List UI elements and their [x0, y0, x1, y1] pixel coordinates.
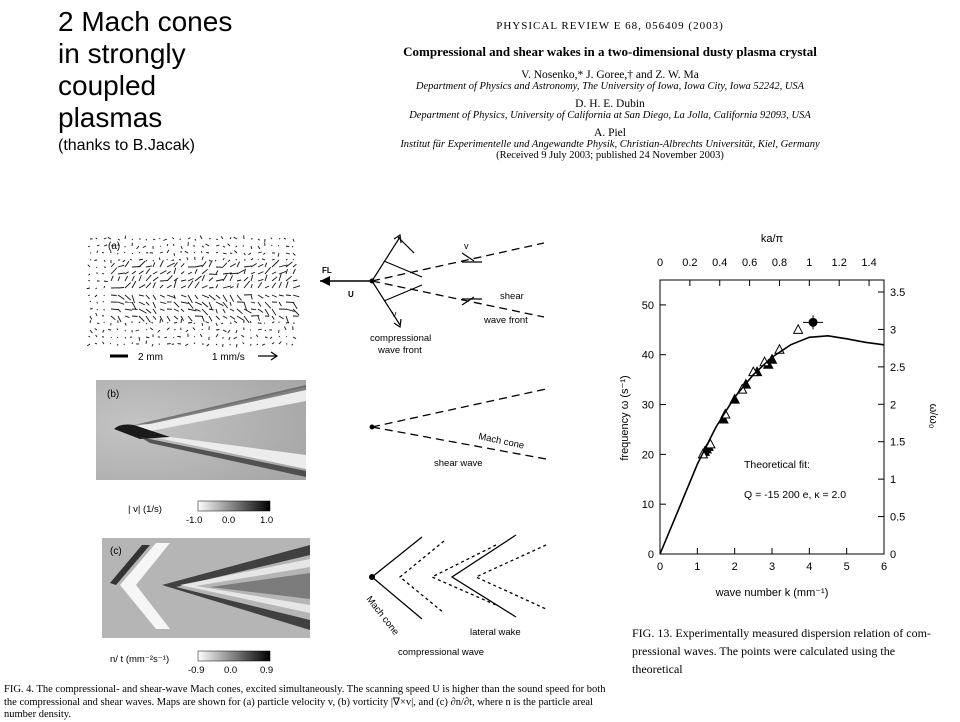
x-tick-label: 6 [881, 561, 887, 573]
fit-text-1: Theoretical fit: [744, 459, 810, 471]
received-date: (Received 9 July 2003; published 24 November 2003) [330, 150, 890, 161]
right-tick-label: 0 [890, 549, 896, 561]
label-shear-wave: shear wave [434, 458, 483, 469]
panel-b-vorticity-map [96, 380, 306, 526]
velocity-arrow [174, 253, 175, 256]
cbar-b-tick-mid: 0.0 [222, 515, 235, 526]
label-v-2: v [392, 309, 397, 319]
y-axis-label: frequency ω (s⁻¹) [619, 375, 631, 460]
cbar-b-tick-max: 1.0 [260, 515, 273, 526]
velocity-arrow [206, 253, 209, 254]
y-tick-label: 30 [642, 400, 654, 412]
velocity-arrow [96, 288, 98, 289]
velocity-arrow [194, 252, 195, 253]
scale-speed-label: 1 mm/s [212, 352, 245, 363]
velocity-arrow [146, 330, 147, 331]
y-tick-label: 0 [648, 549, 654, 561]
top-axis-label: ka/π [761, 233, 784, 245]
data-point-open-triangle [794, 325, 803, 334]
velocity-arrow [216, 239, 218, 240]
velocity-arrow [125, 252, 126, 253]
x-tick-label: 3 [769, 561, 775, 573]
x-tick-label: 5 [844, 561, 850, 573]
velocity-arrow [172, 260, 175, 261]
colorbar-b [198, 501, 270, 511]
title-line-1: 2 Mach cones [58, 6, 232, 38]
velocity-arrow [94, 260, 97, 261]
right-axis-label: ω/ω₀ [927, 404, 939, 429]
label-comp-2: wave front [377, 345, 422, 356]
velocity-arrow [209, 238, 211, 239]
velocity-arrow [258, 259, 259, 260]
velocity-arrow [174, 244, 175, 246]
label-lateral-wake: lateral wake [470, 627, 521, 638]
cbar-c-tick-max: 0.9 [260, 665, 273, 676]
label-force: FL [322, 266, 332, 275]
right-tick-label: 0.5 [890, 512, 905, 524]
schematic-a [320, 235, 544, 327]
cbar-c-tick-min: -0.9 [188, 665, 204, 676]
authors-1: V. Nosenko,* J. Goree,† and Z. W. Ma [330, 69, 890, 81]
velocity-arrow [108, 330, 111, 331]
y-tick-label: 20 [642, 449, 654, 461]
cbar-b-tick-min: -1.0 [186, 515, 202, 526]
top-tick-label: 0.2 [682, 257, 697, 269]
top-tick-label: 1 [806, 257, 812, 269]
velocity-arrow [90, 309, 93, 310]
right-tick-label: 1.5 [890, 437, 905, 449]
velocity-arrow [293, 259, 294, 260]
velocity-arrow [216, 330, 219, 331]
credit-text: (thanks to B.Jacak) [58, 136, 232, 156]
panel-c-label: (c) [110, 546, 122, 557]
velocity-arrow [132, 239, 133, 240]
velocity-arrow [117, 337, 118, 338]
x-tick-label: 0 [657, 561, 663, 573]
velocity-arrow [174, 323, 177, 324]
data-point-circle [809, 318, 818, 327]
right-tick-label: 2 [890, 399, 896, 411]
journal-citation: PHYSICAL REVIEW E 68, 056409 (2003) [330, 20, 890, 32]
velocity-arrow [286, 337, 287, 338]
velocity-arrow [97, 302, 98, 303]
velocity-arrow [88, 295, 90, 296]
title-line-4: plasmas [58, 102, 232, 134]
fit-text-2: Q = -15 200 e, κ = 2.0 [744, 489, 846, 501]
velocity-arrow [251, 344, 252, 346]
slide-title [58, 6, 232, 156]
top-tick-label: 0 [657, 257, 663, 269]
authors-2: D. H. E. Dubin [330, 98, 890, 110]
velocity-arrow [278, 246, 279, 247]
cbar-c-tick-mid: 0.0 [224, 665, 237, 676]
velocity-arrow [160, 238, 161, 239]
label-mach-cone: Mach cone [477, 431, 525, 451]
label-comp-wave: compressional wave [398, 647, 484, 658]
velocity-arrow [209, 288, 213, 289]
dispersion-chart [606, 228, 960, 648]
velocity-arrow [96, 267, 97, 268]
velocity-arrow [265, 337, 268, 338]
label-v-1: v [464, 241, 469, 251]
velocity-arrow [132, 342, 133, 344]
panel-b-label: (b) [107, 389, 119, 400]
velocity-arrow [132, 253, 133, 254]
title-line-3: coupled [58, 70, 232, 102]
y-tick-label: 40 [642, 350, 654, 362]
velocity-arrow [179, 260, 181, 261]
velocity-arrow [173, 337, 174, 338]
authors-3: A. Piel [330, 127, 890, 139]
paper-header [330, 20, 890, 161]
label-mach-cone-c: Mach cone [364, 594, 401, 637]
velocity-arrow [279, 336, 280, 337]
cbar-b-label: | v| (1/s) [128, 504, 162, 515]
x-tick-label: 4 [806, 561, 812, 573]
right-tick-label: 3.5 [890, 287, 905, 299]
velocity-arrow [125, 330, 126, 331]
affiliation-3: Institut für Experimentelle und Angewandte Physik, Christian-Albrechts Universität, Kiel, Germany [330, 139, 890, 150]
right-tick-label: 2.5 [890, 362, 905, 374]
velocity-arrow [132, 316, 138, 317]
velocity-arrow [181, 319, 182, 323]
panel-c-density-map [102, 538, 310, 676]
colorbar-c [198, 651, 270, 661]
right-tick-label: 1 [890, 474, 896, 486]
label-comp-1: compressional [370, 333, 431, 344]
velocity-arrow [215, 260, 216, 261]
velocity-arrow [117, 344, 118, 346]
velocity-arrow [146, 239, 147, 240]
affiliation-1: Department of Physics and Astronomy, The University of Iowa, Iowa City, Iowa 52242, USA [330, 81, 890, 92]
velocity-arrow [272, 245, 273, 246]
velocity-arrow [110, 343, 111, 344]
top-tick-label: 1.4 [861, 257, 876, 269]
figure-4 [80, 225, 620, 670]
velocity-arrow [237, 344, 238, 347]
velocity-arrow [146, 341, 147, 344]
paper-title: Compressional and shear wakes in a two-dimensional dusty plasma crystal [330, 44, 890, 60]
label-shear: shear [500, 291, 524, 302]
right-tick-label: 3 [890, 324, 896, 336]
panel-a-vector-map [86, 233, 302, 363]
panel-a-label: (a) [108, 241, 120, 252]
velocity-arrow [188, 323, 192, 324]
velocity-arrow [103, 301, 104, 302]
velocity-arrow [89, 336, 91, 337]
x-axis-label: wave number k (mm⁻¹) [715, 587, 829, 599]
velocity-arrow [265, 330, 266, 331]
velocity-arrow [194, 336, 195, 337]
cbar-c-label: n/ t (mm⁻²s⁻¹) [110, 654, 169, 665]
plot-frame [660, 280, 884, 554]
velocity-arrow [202, 329, 203, 330]
affiliation-2: Department of Physics, University of California at San Diego, La Jolla, California 92093, USA [330, 110, 890, 121]
velocity-arrow [194, 323, 195, 324]
top-tick-label: 1.2 [832, 257, 847, 269]
label-U: U [348, 290, 354, 299]
velocity-arrow [88, 246, 90, 247]
schematic-c [370, 535, 546, 619]
velocity-arrow [111, 295, 117, 296]
top-tick-label: 0.4 [712, 257, 727, 269]
velocity-arrow [167, 323, 168, 324]
y-tick-label: 50 [642, 300, 654, 312]
velocity-arrow [286, 295, 291, 296]
fig4-caption: FIG. 4. The compressional- and shear-wave Mach cones, excited simultaneously. The scanning speed U is higher than the sound speed for both the compressional and shear waves. Maps are shown for (a) particle velocity v, (b) vorticity |∇×v|, and (c) ∂n/∂t, where n is the particle areal number density. [4, 684, 616, 722]
velocity-arrow [124, 344, 125, 345]
title-line-2: in strongly [58, 38, 232, 70]
velocity-arrow [153, 260, 154, 261]
velocity-arrow [97, 309, 98, 310]
velocity-arrow [160, 319, 161, 323]
top-tick-label: 0.8 [772, 257, 787, 269]
y-tick-label: 10 [642, 499, 654, 511]
x-tick-label: 2 [732, 561, 738, 573]
fig13-caption: FIG. 13. Experimentally measured dispersion relation of com-pressional waves. The points were calculated using the theoretical [632, 624, 944, 660]
velocity-arrow [118, 288, 124, 289]
top-tick-label: 0.6 [742, 257, 757, 269]
velocity-arrow [102, 273, 104, 274]
velocity-arrow [88, 280, 90, 281]
velocity-arrow [97, 251, 98, 253]
scale-mm-label: 2 mm [138, 352, 163, 363]
x-tick-label: 1 [694, 561, 700, 573]
label-shear-front: wave front [483, 315, 528, 326]
velocity-arrow [90, 301, 91, 302]
